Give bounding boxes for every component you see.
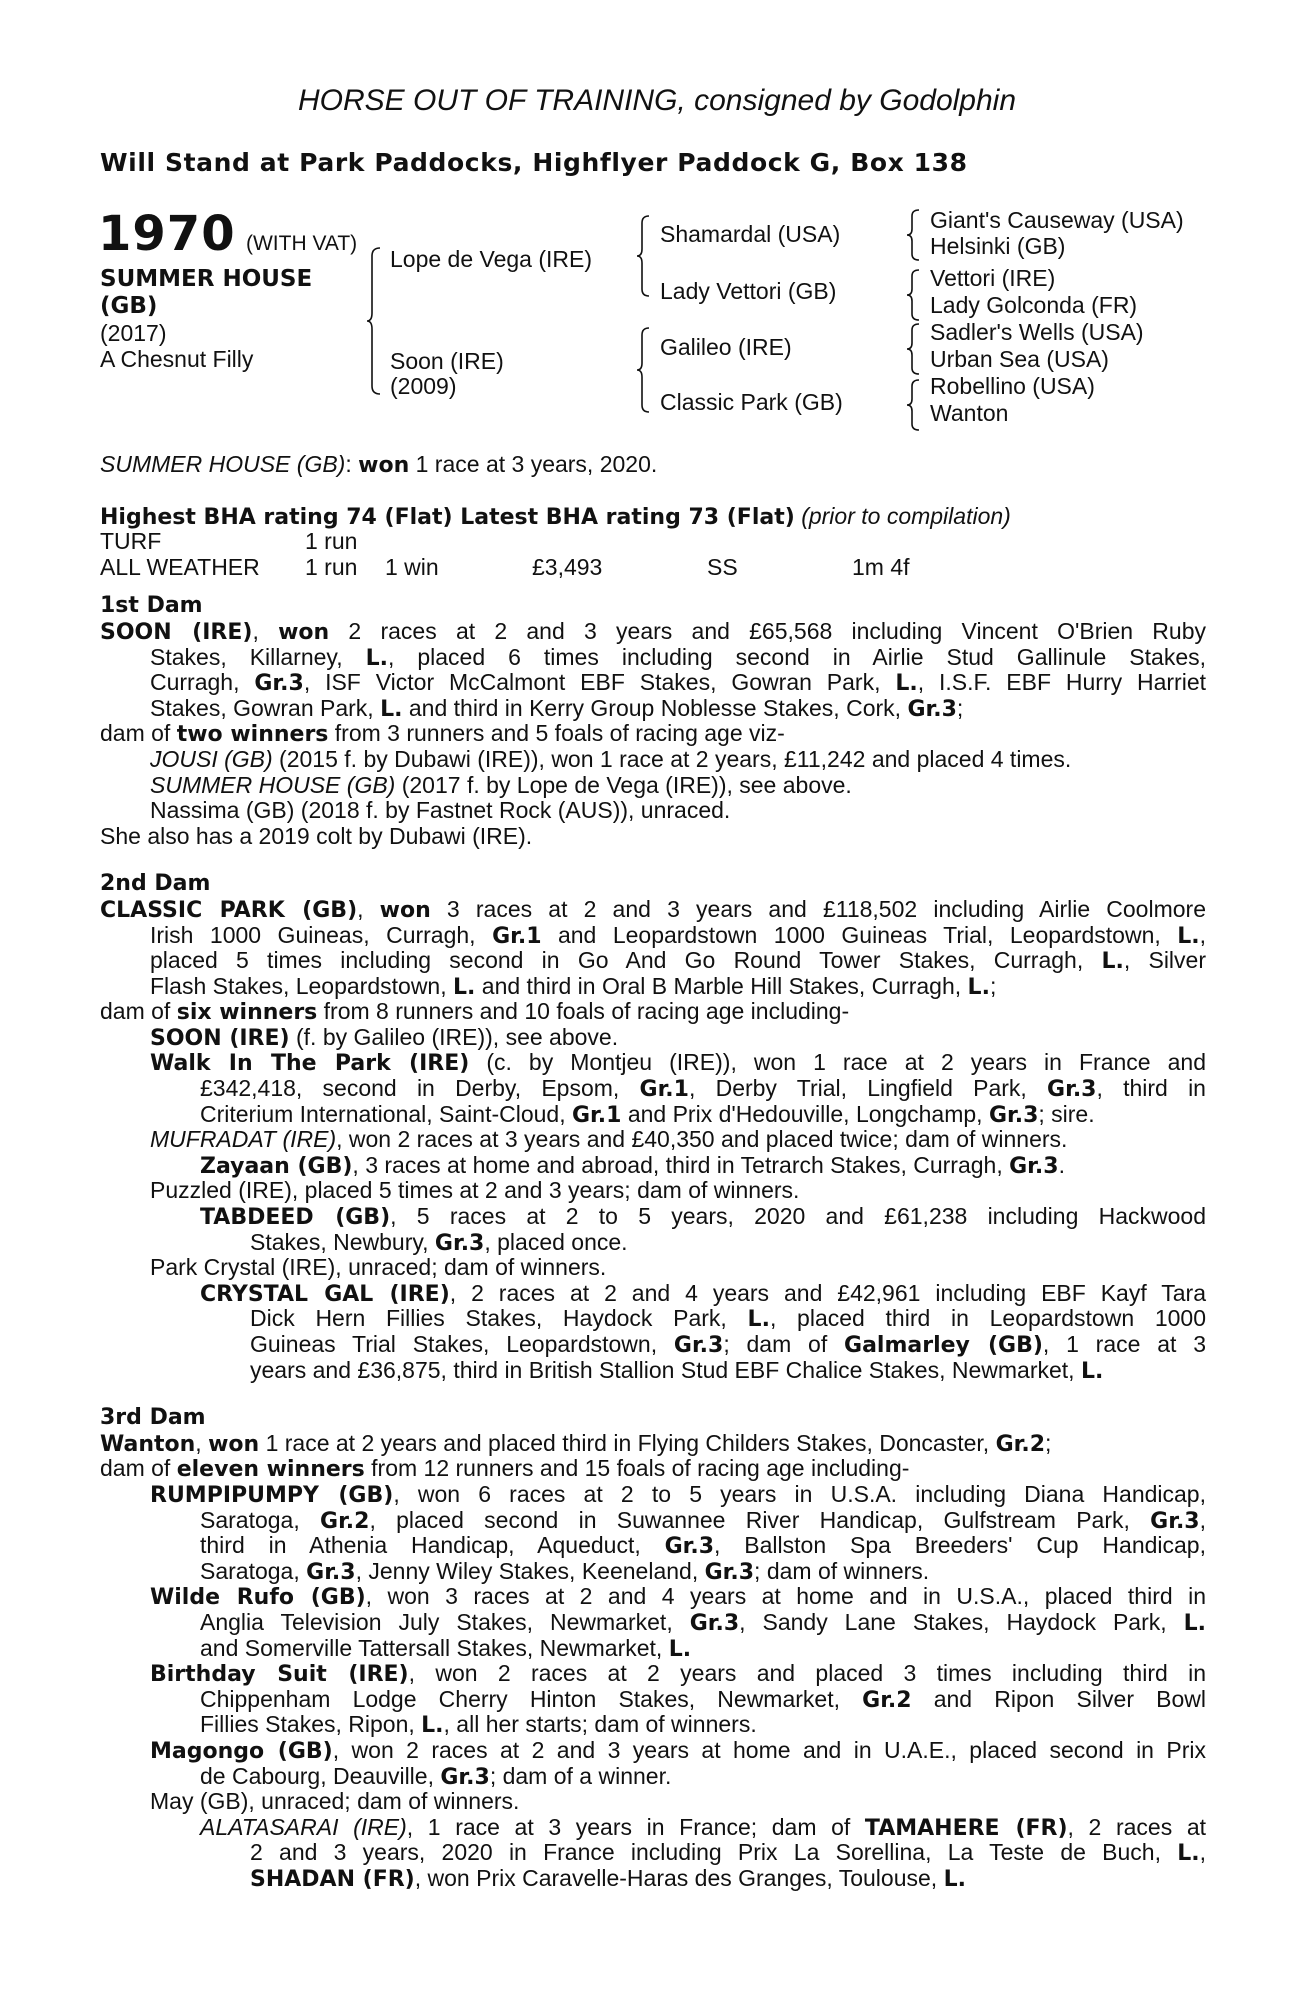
bold-text-run: won (278, 619, 330, 645)
text-run: dam of (100, 720, 177, 747)
rating-note: (prior to compilation) (801, 502, 1011, 529)
text-run: (2017 f. by Lope de Vega (IRE)), see above. (395, 771, 852, 798)
bold-text-run: Gr.1 (492, 923, 542, 949)
bha-ratings: Highest BHA rating 74 (Flat) Latest BHA rating 73 (Flat) (100, 504, 795, 530)
text-run: , third in (1096, 1075, 1206, 1102)
record-runs: 1 run (305, 553, 358, 580)
text-run: . (1058, 1151, 1065, 1178)
text-run: Saratoga, (200, 1557, 307, 1584)
bold-text-run: L. (421, 1713, 444, 1739)
text-run: ; dam of a winner. (489, 1762, 672, 1789)
text-run: , won Prix Caravelle-Haras des Granges, Toulouse, (414, 1864, 944, 1891)
text-run: , ISF Victor McCalmont EBF Stakes, Gowran Park, (303, 669, 896, 696)
pedigree-sire-dam: Lady Vettori (GB) (660, 278, 837, 304)
bold-text-run: Gr.2 (862, 1687, 912, 1713)
text-run: (f. by Galileo (IRE)), see above. (289, 1023, 619, 1050)
summary-colon: : (345, 451, 359, 477)
text-run: , (1199, 1506, 1206, 1533)
text-run: dam of (100, 1455, 177, 1482)
third-dam-produce (100, 1789, 1206, 1815)
bold-text-run: L. (967, 974, 990, 1000)
bold-text-run: Gr.3 (254, 671, 304, 697)
second-dam-line (100, 923, 1206, 949)
text-run: Stakes, Gowran Park, (150, 694, 381, 721)
lot-heading (98, 206, 357, 262)
first-dam-line (100, 645, 1206, 671)
first-dam-line (100, 619, 1206, 645)
vat-note: (WITH VAT) (245, 232, 358, 255)
text-run: , (357, 895, 380, 922)
text-run: , 1 race at 3 years in France; dam of (406, 1813, 865, 1840)
record-surface: TURF (100, 528, 162, 555)
text-run: , won 2 races at 2 and 3 years at home and in U.A.E., placed second in Prix (332, 1736, 1206, 1763)
third-dam-produce (100, 1866, 1206, 1892)
text-run: ; (989, 972, 997, 999)
text-run: and third in Oral B Marble Hill Stakes, Curragh, (475, 972, 968, 999)
bold-text-run: Gr.3 (907, 696, 957, 722)
text-run: from 3 runners and 5 foals of racing age viz- (328, 720, 785, 747)
pedigree-brace-g3-d (906, 378, 922, 432)
pedigree-sire: Lope de Vega (IRE) (390, 246, 593, 272)
first-dam-produce (100, 747, 1206, 773)
record-prize: £3,493 (532, 553, 603, 580)
italic-text-run: ALATASARAI (IRE) (200, 1813, 407, 1840)
text-run: , placed once. (484, 1228, 628, 1255)
second-dam-produce (100, 1332, 1206, 1358)
stand-location: Will Stand at Park Paddocks, Highflyer Paddock G, Box 138 (100, 148, 968, 177)
third-dam-produce (100, 1738, 1206, 1764)
text-run: Curragh, (150, 669, 255, 696)
horse-name-line2: (GB) (100, 293, 158, 319)
second-dam-produce (100, 1178, 1206, 1204)
summary-won: won (358, 453, 410, 478)
pedigree-g7: Robellino (USA) (930, 373, 1095, 399)
text-run: , placed 6 times including second in Airlie Stud Gallinule Stakes, (387, 643, 1207, 670)
record-wins: 1 win (385, 553, 439, 580)
text-run: dam of (100, 998, 177, 1025)
second-dam-produce (100, 1127, 1206, 1153)
text-run: Fillies Stakes, Ripon, (200, 1711, 422, 1738)
pedigree-sire-sire: Shamardal (USA) (660, 221, 841, 247)
bold-text-run: Gr.2 (320, 1508, 370, 1534)
text-run: , 2 races at (1067, 1813, 1207, 1840)
bold-text-run: six winners (176, 1000, 318, 1026)
pedigree-brace-sire-dam (366, 246, 384, 396)
bold-text-run: Gr.3 (689, 1610, 740, 1636)
text-run: years and £36,875, third in British Stallion Stud EBF Chalice Stakes, Newmarket, (250, 1356, 1081, 1383)
bold-text-run: Gr.1 (572, 1102, 622, 1128)
bold-text-run: Gr.3 (1047, 1077, 1097, 1103)
text-run: Criterium International, Saint-Cloud, (200, 1100, 572, 1127)
first-dam-heading: 1st Dam (100, 593, 203, 619)
bold-text-run: RUMPIPUMPY (GB) (150, 1482, 394, 1508)
horse-description: A Chesnut Filly (100, 346, 254, 372)
text-run: , 2 races at 2 and 4 years and £42,961 including EBF Kayf Tara (449, 1279, 1206, 1306)
text-run: and Somerville Tattersall Stakes, Newmarket, (200, 1634, 669, 1661)
bold-text-run: Gr.3 (988, 1102, 1039, 1128)
text-run: , won 2 races at 3 years and £40,350 and placed twice; dam of winners. (336, 1126, 1068, 1153)
second-dam-produce (100, 1025, 1206, 1051)
second-dam-produce (100, 1255, 1206, 1281)
bold-text-run: SHADAN (FR) (250, 1866, 415, 1892)
second-dam-line (100, 897, 1206, 923)
pedigree-g4: Lady Golconda (FR) (930, 292, 1138, 318)
pedigree-g5: Sadler's Wells (USA) (930, 319, 1144, 345)
bold-text-run: Gr.1 (639, 1077, 689, 1103)
record-distance: 1m 4f (852, 553, 910, 580)
bold-text-run: CRYSTAL GAL (IRE) (200, 1281, 450, 1307)
bold-text-run: L. (1183, 1610, 1207, 1636)
first-dam-produce (100, 798, 1206, 824)
text-run: from 8 runners and 10 foals of racing age including- (317, 998, 850, 1025)
bold-text-run: eleven winners (176, 1457, 365, 1483)
third-dam-produce (100, 1508, 1206, 1534)
third-dam-produce (100, 1661, 1206, 1687)
bold-text-run: L. (380, 696, 403, 722)
text-run: , Silver (1123, 947, 1206, 974)
record-runs: 1 run (305, 528, 358, 555)
third-dam-produce (100, 1712, 1206, 1738)
bold-text-run: Gr.3 (440, 1764, 490, 1790)
bold-text-run: Magongo (GB) (150, 1738, 333, 1764)
bold-text-run: L. (747, 1307, 770, 1333)
pedigree-brace-dam-parents (636, 326, 652, 414)
text-run: , Ballston Spa Breeders' Cup Handicap, (714, 1532, 1206, 1559)
text-run: , 5 races at 2 to 5 years, 2020 and £61,238 including Hackwood (390, 1203, 1206, 1230)
text-run: third in Athenia Handicap, Aqueduct, (200, 1532, 665, 1559)
pedigree-brace-sire-parents (636, 214, 652, 298)
text-run: , (195, 1429, 209, 1456)
text-run: £342,418, second in Derby, Epsom, (200, 1075, 640, 1102)
second-dam-produce (100, 1281, 1206, 1307)
pedigree-dam-year: (2009) (390, 373, 457, 399)
second-dam-line (100, 974, 1206, 1000)
pedigree-g6: Urban Sea (USA) (930, 346, 1109, 372)
text-run: (c. by Montjeu (IRE)), won 1 race at 2 years in France and (469, 1049, 1206, 1076)
bold-text-run: L. (943, 1866, 966, 1892)
bold-text-run: Gr.3 (306, 1559, 356, 1585)
third-dam-produce (100, 1559, 1206, 1585)
text-run: , 1 race at 3 (1042, 1331, 1206, 1357)
bold-text-run: L. (1101, 949, 1124, 975)
bold-text-run: Walk In The Park (IRE) (150, 1051, 470, 1077)
lot-number: 1970 (98, 206, 236, 262)
first-dam-produce (100, 773, 1206, 799)
bold-text-run: Wanton (100, 1431, 196, 1457)
text-run: , placed third in Leopardstown 1000 (769, 1305, 1206, 1332)
bold-text-run: L. (895, 671, 918, 697)
pedigree-g2: Helsinki (GB) (930, 233, 1066, 259)
bold-text-run: Gr.3 (1009, 1153, 1059, 1179)
bold-text-run: Gr.2 (995, 1431, 1045, 1457)
text-run: , (1199, 1839, 1206, 1866)
text-run: Stakes, Newbury, (250, 1228, 435, 1255)
bold-text-run: won (208, 1431, 260, 1457)
first-dam-line (100, 721, 1206, 747)
first-dam-line (100, 696, 1206, 722)
text-run: Saratoga, (200, 1506, 321, 1533)
second-dam-line (100, 999, 1206, 1025)
bold-text-run: L. (1177, 923, 1200, 949)
summary-horse-name: SUMMER HOUSE (GB) (100, 451, 346, 477)
text-run: She also has a 2019 colt by Dubawi (IRE). (100, 822, 533, 849)
text-run: , Sandy Lane Stakes, Haydock Park, (739, 1608, 1184, 1635)
bold-text-run: two winners (176, 722, 329, 748)
text-run: , (252, 617, 279, 644)
third-dam-produce (100, 1482, 1206, 1508)
summary-record: 1 race at 3 years, 2020. (409, 451, 658, 477)
text-run: Nassima (GB) (2018 f. by Fastnet Rock (AUS)), unraced. (150, 797, 731, 824)
text-run: ; dam of winners. (754, 1557, 930, 1584)
text-run: , 3 races at home and abroad, third in Tetrarch Stakes, Curragh, (352, 1151, 1010, 1178)
record-surface: ALL WEATHER (100, 553, 260, 580)
third-dam-produce (100, 1533, 1206, 1559)
second-dam-produce (100, 1153, 1206, 1179)
pedigree-dam-sire: Galileo (IRE) (660, 334, 792, 360)
bold-text-run: L. (453, 974, 476, 1000)
text-run: ; (1045, 1429, 1052, 1456)
text-run: May (GB), unraced; dam of winners. (150, 1788, 520, 1815)
third-dam-heading: 3rd Dam (100, 1405, 206, 1431)
bold-text-run: SOON (IRE) (100, 619, 253, 645)
second-dam-produce (100, 1306, 1206, 1332)
bold-text-run: SOON (IRE) (150, 1025, 290, 1051)
bold-text-run: L. (668, 1636, 692, 1662)
text-run: , Derby Trial, Lingfield Park, (688, 1075, 1048, 1102)
pedigree-dam-dam: Classic Park (GB) (660, 389, 843, 415)
text-run: and Leopardstown 1000 Guineas Trial, Leopardstown, (541, 921, 1178, 948)
catalogue-body (100, 452, 1206, 1891)
italic-text-run: MUFRADAT (IRE) (150, 1126, 337, 1153)
third-dam-line (100, 1431, 1206, 1457)
third-dam-produce (100, 1840, 1206, 1866)
text-run: and Ripon Silver Bowl (911, 1685, 1206, 1712)
text-run: , placed second in Suwannee River Handicap, Gulfstream Park, (369, 1506, 1151, 1533)
pedigree-g8: Wanton (930, 400, 1009, 426)
text-run: de Cabourg, Deauville, (200, 1762, 441, 1789)
bold-text-run: TABDEED (GB) (200, 1205, 391, 1231)
second-dam-produce (100, 1204, 1206, 1230)
italic-text-run: JOUSI (GB) (150, 745, 273, 772)
pedigree-dam: Soon (IRE) (390, 348, 504, 374)
second-dam-produce (100, 1102, 1206, 1128)
third-dam-produce (100, 1687, 1206, 1713)
pedigree-g3: Vettori (IRE) (930, 265, 1056, 291)
third-dam-line (100, 1456, 1206, 1482)
bold-text-run: TAMAHERE (FR) (864, 1815, 1068, 1841)
text-run: ; dam of (723, 1331, 845, 1357)
text-run: Chippenham Lodge Cherry Hinton Stakes, Newmarket, (200, 1685, 863, 1712)
third-dam-produce (100, 1636, 1206, 1662)
bold-text-run: won (379, 897, 431, 923)
pedigree-g1: Giant's Causeway (USA) (930, 207, 1184, 233)
bold-text-run: Gr.3 (1150, 1508, 1200, 1534)
pedigree-brace-g3-a (906, 208, 922, 262)
consignment-heading: HORSE OUT OF TRAINING, consigned by Godolphin (297, 84, 1017, 117)
record-row-all-weather (100, 555, 1206, 581)
bold-text-run: Galmarley (GB) (844, 1333, 1043, 1358)
pedigree-brace-g3-c (906, 322, 922, 376)
text-run: ; (956, 694, 964, 721)
second-dam-heading: 2nd Dam (100, 871, 211, 897)
text-run: (2015 f. by Dubawi (IRE)), won 1 race at 2 years, £11,242 and placed 4 times. (272, 745, 1072, 772)
text-run: placed 5 times including second in Go And Go Round Tower Stakes, Curragh, (150, 947, 1102, 974)
bold-text-run: CLASSIC PARK (GB) (100, 897, 358, 923)
text-run: and third in Kerry Group Noblesse Stakes, Cork, (402, 694, 908, 721)
text-run: Irish 1000 Guineas, Curragh, (150, 921, 493, 948)
bold-text-run: Wilde Rufo (GB) (150, 1585, 366, 1611)
bold-text-run: Gr.3 (664, 1534, 715, 1560)
bold-text-run: Gr.3 (434, 1230, 485, 1256)
text-run: , I.S.F. EBF Hurry Harriet (917, 669, 1207, 696)
text-run: from 12 runners and 15 foals of racing age including- (364, 1455, 910, 1482)
second-dam-line (100, 948, 1206, 974)
second-dam-produce (100, 1230, 1206, 1256)
text-run: Anglia Television July Stakes, Newmarket, (200, 1608, 690, 1635)
text-run: , won 3 races at 2 and 4 years at home and in U.S.A., placed third in (365, 1583, 1206, 1610)
foaling-year: (2017) (100, 320, 167, 346)
first-dam-line (100, 670, 1206, 696)
text-run: , all her starts; dam of winners. (443, 1711, 757, 1738)
bold-text-run: Gr.3 (673, 1333, 724, 1358)
text-run: Park Crystal (IRE), unraced; dam of winners. (150, 1254, 607, 1281)
race-summary (100, 452, 1206, 478)
text-run: , won 2 races at 2 years and placed 3 times including third in (408, 1660, 1206, 1687)
bold-text-run: L. (365, 645, 388, 671)
text-run: Guineas Trial Stakes, Leopardstown, (250, 1331, 674, 1357)
horse-name-line1: SUMMER HOUSE (100, 266, 313, 292)
bold-text-run: L. (1177, 1841, 1200, 1867)
text-run: Flash Stakes, Leopardstown, (150, 972, 453, 999)
bold-text-run: Zayaan (GB) (200, 1153, 353, 1179)
first-dam-line (100, 824, 1206, 850)
record-going: SS (707, 553, 738, 580)
second-dam-produce (100, 1076, 1206, 1102)
text-run: Dick Hern Fillies Stakes, Haydock Park, (250, 1305, 748, 1332)
third-dam-produce (100, 1764, 1206, 1790)
bha-rating-line (100, 504, 1206, 530)
text-run: Stakes, Killarney, (150, 643, 366, 670)
third-dam-produce (100, 1815, 1206, 1841)
text-run: 2 and 3 years, 2020 in France including Prix La Sorellina, La Teste de Buch, (250, 1839, 1178, 1866)
third-dam-produce (100, 1584, 1206, 1610)
text-run: and Prix d'Hedouville, Longchamp, (621, 1100, 989, 1127)
third-dam-produce (100, 1610, 1206, 1636)
italic-text-run: SUMMER HOUSE (GB) (150, 771, 396, 798)
text-run: 3 races at 2 and 3 years and £118,502 including Airlie Coolmore (430, 895, 1206, 922)
text-run: , (1199, 921, 1207, 948)
text-run: 1 race at 2 years and placed third in Flying Childers Stakes, Doncaster, (259, 1429, 996, 1456)
record-row-turf (100, 529, 1206, 555)
second-dam-produce (100, 1358, 1206, 1384)
text-run: , Jenny Wiley Stakes, Keeneland, (355, 1557, 705, 1584)
text-run: 2 races at 2 and 3 years and £65,568 including Vincent O'Brien Ruby (329, 617, 1206, 644)
text-run: , won 6 races at 2 to 5 years in U.S.A. including Diana Handicap, (393, 1480, 1206, 1507)
bold-text-run: L. (1080, 1358, 1104, 1384)
text-run: Puzzled (IRE), placed 5 times at 2 and 3 years; dam of winners. (150, 1177, 800, 1204)
text-run: ; sire. (1038, 1100, 1095, 1127)
bold-text-run: Birthday Suit (IRE) (150, 1662, 409, 1688)
pedigree-brace-g3-b (906, 268, 922, 322)
bold-text-run: Gr.3 (704, 1559, 755, 1585)
second-dam-produce (100, 1050, 1206, 1076)
